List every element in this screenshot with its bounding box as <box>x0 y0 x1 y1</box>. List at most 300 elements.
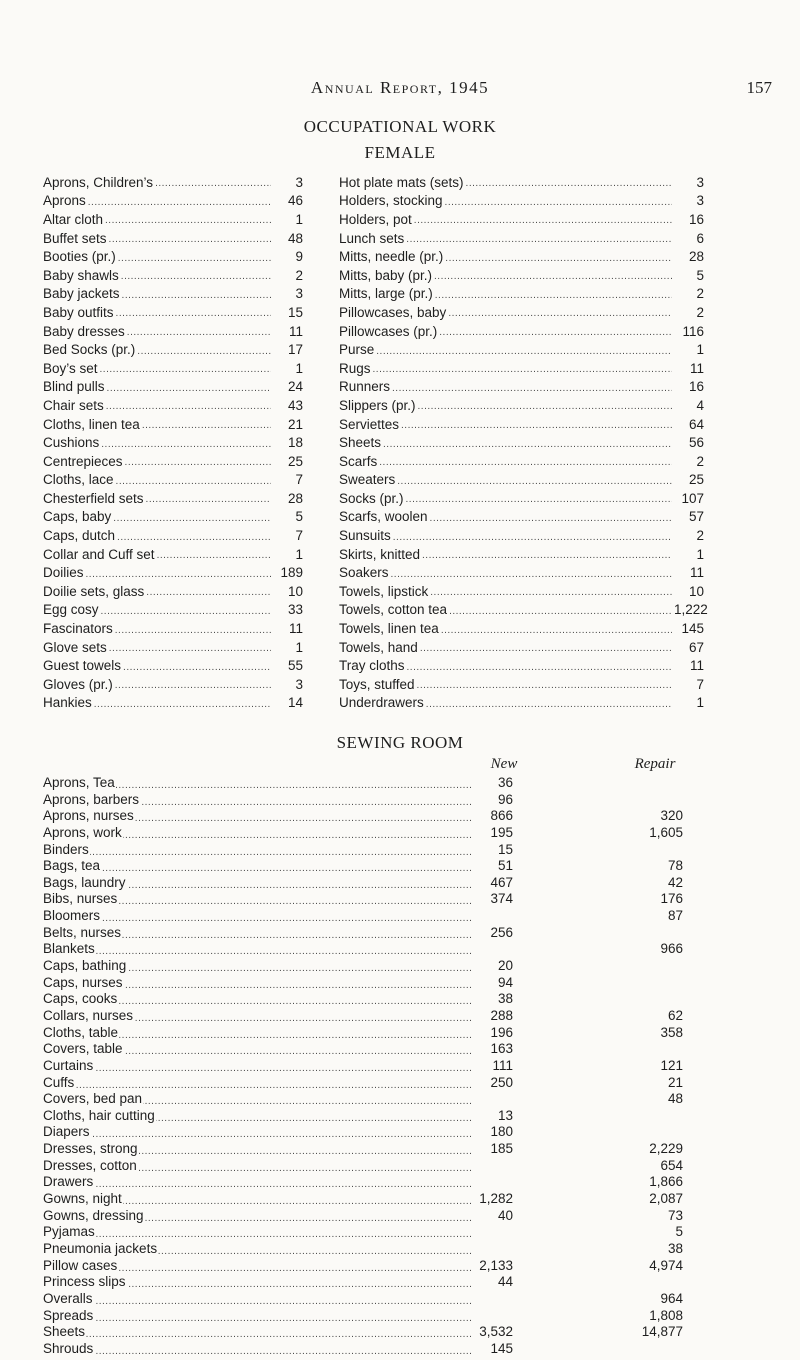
dot-leader <box>406 491 672 505</box>
dot-leader <box>466 175 672 189</box>
list-item <box>43 526 303 545</box>
item-label: Baby jackets <box>43 286 120 302</box>
list-item <box>43 619 303 638</box>
item-label: Curtains <box>43 1057 94 1073</box>
list-item <box>339 247 704 266</box>
table-row <box>43 1158 703 1175</box>
list-item <box>43 210 303 229</box>
repair-count: 1,605 <box>649 824 683 840</box>
repair-count: 5 <box>675 1224 683 1240</box>
item-label: Shrouds <box>43 1340 94 1356</box>
table-row <box>43 1008 703 1025</box>
list-item <box>43 322 303 341</box>
table-row <box>43 891 703 908</box>
repair-count: 48 <box>667 1091 683 1107</box>
table-row <box>43 775 703 792</box>
list-item <box>43 656 303 675</box>
item-label: Purse <box>339 342 375 358</box>
repair-count: 2,229 <box>649 1141 683 1157</box>
item-count: 7 <box>295 528 303 544</box>
item-label: Aprons, nurses <box>43 808 134 824</box>
dot-leader <box>376 343 672 357</box>
new-count: 180 <box>490 1124 513 1140</box>
dot-leader <box>417 677 672 691</box>
dot-leader <box>418 398 672 412</box>
list-item <box>339 210 704 229</box>
new-count: 111 <box>492 1057 513 1073</box>
item-label: Sheets <box>339 435 382 451</box>
item-count: 116 <box>682 323 704 339</box>
list-item <box>339 638 704 657</box>
new-count: 288 <box>490 1007 513 1023</box>
table-row <box>43 858 703 875</box>
item-label: Cuffs <box>43 1074 75 1090</box>
item-count: 28 <box>688 249 704 265</box>
item-label: Baby outfits <box>43 304 114 320</box>
dot-leader <box>137 343 271 357</box>
dot-leader <box>109 640 271 654</box>
item-label: Hankies <box>43 695 92 711</box>
table-row <box>43 1274 703 1291</box>
list-item <box>339 545 704 564</box>
new-count: 195 <box>490 824 513 840</box>
new-count: 145 <box>490 1340 513 1356</box>
list-item <box>43 266 303 285</box>
item-label: Pyjamas <box>43 1224 95 1240</box>
item-count: 1 <box>696 695 704 711</box>
list-item <box>339 173 704 192</box>
item-count: 1 <box>295 639 303 655</box>
dot-leader <box>397 473 672 487</box>
item-count: 2 <box>696 528 704 544</box>
item-label: Belts, nurses <box>43 924 122 940</box>
table-row <box>43 958 703 975</box>
dot-leader <box>434 268 672 282</box>
dot-leader <box>441 622 672 636</box>
item-count: 17 <box>287 342 303 358</box>
item-label: Sunsuits <box>339 528 391 544</box>
item-label: Scarfs <box>339 453 378 469</box>
item-label: Caps, bathing <box>43 958 127 974</box>
list-item <box>43 471 303 490</box>
page-number: 157 <box>746 78 772 97</box>
table-row <box>43 1224 703 1241</box>
table-row <box>43 1124 703 1141</box>
new-count: 3,532 <box>479 1324 513 1340</box>
table-row <box>43 975 703 992</box>
repair-count: 966 <box>660 941 683 957</box>
dot-leader <box>379 454 672 468</box>
repair-count: 87 <box>667 908 683 924</box>
dot-leader <box>445 194 672 208</box>
item-label: Cloths, linen tea <box>43 416 140 432</box>
list-item <box>339 433 704 452</box>
item-label: Towels, hand <box>339 639 418 655</box>
item-label: Towels, lipstick <box>339 583 429 599</box>
item-count: 107 <box>681 490 704 506</box>
item-label: Cloths, lace <box>43 472 114 488</box>
repair-count: 78 <box>667 858 683 874</box>
table-row <box>43 1258 703 1275</box>
item-label: Centrepieces <box>43 453 123 469</box>
table-row <box>43 1208 703 1225</box>
sewing-table <box>43 775 703 1357</box>
list-item <box>43 396 303 415</box>
item-label: Caps, baby <box>43 509 112 525</box>
item-label: Rugs <box>339 360 371 376</box>
dot-leader <box>157 547 271 561</box>
list-item <box>43 638 303 657</box>
dot-leader <box>406 231 672 245</box>
item-label: Pillow cases <box>43 1257 118 1273</box>
item-count: 2 <box>696 453 704 469</box>
page-header <box>0 78 800 102</box>
item-label: Baby shawls <box>43 267 119 283</box>
repair-count: 358 <box>660 1024 683 1040</box>
item-label: Caps, nurses <box>43 974 123 990</box>
list-item <box>339 675 704 694</box>
dot-leader <box>373 361 672 375</box>
item-count: 11 <box>288 323 303 339</box>
item-label: Chair sets <box>43 397 104 413</box>
dot-leader <box>426 696 672 710</box>
item-label: Bibs, nurses <box>43 891 118 907</box>
item-count: 3 <box>295 174 303 190</box>
item-count: 5 <box>295 509 303 525</box>
list-item <box>43 433 303 452</box>
dot-leader <box>445 250 672 264</box>
dot-leader <box>420 640 672 654</box>
table-row <box>43 808 703 825</box>
item-label: Covers, table <box>43 1041 123 1057</box>
item-label: Drawers <box>43 1174 94 1190</box>
item-label: Bed Socks (pr.) <box>43 342 136 358</box>
dot-leader <box>127 324 271 338</box>
item-count: 5 <box>696 267 704 283</box>
item-count: 56 <box>688 435 704 451</box>
item-count: 1,222 <box>674 602 708 618</box>
dot-leader <box>393 529 672 543</box>
item-label: Hot plate mats (sets) <box>339 174 464 190</box>
list-item <box>339 340 704 359</box>
list-item <box>43 675 303 694</box>
list-item <box>339 303 704 322</box>
repair-count: 38 <box>667 1240 683 1256</box>
dot-leader <box>123 659 271 673</box>
table-row <box>43 1308 703 1325</box>
list-item <box>339 656 704 675</box>
list-item <box>43 192 303 211</box>
item-label: Caps, cooks <box>43 991 118 1007</box>
item-label: Egg cosy <box>43 602 99 618</box>
list-item <box>339 508 704 527</box>
item-label: Sweaters <box>339 472 396 488</box>
item-label: Mitts, needle (pr.) <box>339 249 444 265</box>
list-item <box>339 601 708 620</box>
new-count: 13 <box>497 1107 513 1123</box>
dot-leader <box>448 305 672 319</box>
dot-leader <box>414 212 672 226</box>
new-count: 2,133 <box>479 1257 513 1273</box>
item-count: 46 <box>287 193 303 209</box>
list-item <box>339 415 704 434</box>
item-label: Aprons, Children’s <box>43 174 154 190</box>
repair-count: 1,866 <box>649 1174 683 1190</box>
item-label: Serviettes <box>339 416 400 432</box>
item-label: Spreads <box>43 1307 94 1323</box>
item-label: Gloves (pr.) <box>43 676 113 692</box>
item-label: Aprons, work <box>43 824 122 840</box>
dot-leader <box>155 175 271 189</box>
list-item <box>339 396 704 415</box>
item-count: 11 <box>689 565 704 581</box>
item-label: Glove sets <box>43 639 107 655</box>
item-label: Gowns, night <box>43 1191 122 1207</box>
dot-leader <box>101 603 271 617</box>
list-item <box>339 563 704 582</box>
new-count: 467 <box>490 874 513 890</box>
item-label: Covers, bed pan <box>43 1091 143 1107</box>
list-item <box>339 582 704 601</box>
dot-leader <box>430 510 672 524</box>
item-label: Aprons <box>43 193 86 209</box>
item-count: 2 <box>696 286 704 302</box>
repair-count: 21 <box>667 1074 683 1090</box>
item-label: Princess slips <box>43 1274 126 1290</box>
dot-leader <box>383 436 672 450</box>
dot-leader <box>86 566 271 580</box>
item-count: 3 <box>696 174 704 190</box>
item-count: 11 <box>288 621 303 637</box>
item-count: 2 <box>295 267 303 283</box>
new-column-header: New <box>490 756 518 772</box>
list-item <box>43 582 303 601</box>
item-count: 10 <box>688 583 704 599</box>
item-label: Toys, stuffed <box>339 676 415 692</box>
female-subtitle: FEMALE <box>364 143 436 162</box>
item-count: 10 <box>287 583 303 599</box>
repair-count: 2,087 <box>649 1191 683 1207</box>
item-label: Pneumonia jackets <box>43 1240 158 1256</box>
item-label: Sheets <box>43 1324 86 1340</box>
item-label: Guest towels <box>43 658 122 674</box>
item-count: 189 <box>280 565 303 581</box>
sewing-column-headers <box>0 756 800 776</box>
item-count: 28 <box>287 490 303 506</box>
table-row <box>43 908 703 925</box>
item-label: Cloths, hair cutting <box>43 1107 155 1123</box>
new-count: 94 <box>497 974 513 990</box>
table-row <box>43 1091 703 1108</box>
table-row <box>43 1075 703 1092</box>
list-item <box>43 340 303 359</box>
item-label: Soakers <box>339 565 389 581</box>
table-row <box>43 842 703 859</box>
item-count: 4 <box>696 397 704 413</box>
item-label: Baby dresses <box>43 323 125 339</box>
female-items-left-column <box>43 173 303 712</box>
new-count: 256 <box>490 924 513 940</box>
dot-leader <box>94 696 271 710</box>
item-count: 18 <box>287 435 303 451</box>
item-label: Collar and Cuff set <box>43 546 155 562</box>
item-count: 67 <box>688 639 704 655</box>
list-item <box>43 285 303 304</box>
dot-leader <box>125 454 271 468</box>
item-count: 7 <box>696 676 704 692</box>
item-count: 1 <box>295 546 303 562</box>
item-label: Bags, laundry <box>43 874 126 890</box>
item-count: 11 <box>689 360 704 376</box>
sewing-room-title: SEWING ROOM <box>336 733 464 752</box>
dot-leader <box>121 268 271 282</box>
new-count: 185 <box>490 1141 513 1157</box>
repair-count: 14,877 <box>641 1324 683 1340</box>
item-label: Underdrawers <box>339 695 424 711</box>
item-label: Buffet sets <box>43 230 107 246</box>
item-label: Mitts, baby (pr.) <box>339 267 433 283</box>
repair-count: 73 <box>667 1207 683 1223</box>
item-label: Boy’s set <box>43 360 98 376</box>
dot-leader <box>88 194 271 208</box>
list-item <box>339 619 704 638</box>
table-row <box>43 941 703 958</box>
table-row <box>43 825 703 842</box>
dot-leader <box>106 398 271 412</box>
new-count: 250 <box>490 1074 513 1090</box>
item-label: Runners <box>339 379 391 395</box>
table-row <box>43 1241 703 1258</box>
table-row <box>43 1108 703 1125</box>
table-row <box>43 1291 703 1308</box>
item-count: 1 <box>295 211 303 227</box>
item-count: 57 <box>688 509 704 525</box>
dot-leader <box>430 584 672 598</box>
table-row <box>43 1141 703 1158</box>
item-count: 1 <box>696 342 704 358</box>
item-count: 48 <box>287 230 303 246</box>
table-row <box>43 1324 703 1341</box>
dot-leader <box>146 584 271 598</box>
list-item <box>339 266 704 285</box>
item-label: Cloths, table <box>43 1024 119 1040</box>
item-count: 3 <box>295 286 303 302</box>
dot-leader <box>435 287 672 301</box>
dot-leader <box>115 622 271 636</box>
item-count: 14 <box>287 695 303 711</box>
dot-leader <box>117 529 271 543</box>
new-count: 40 <box>497 1207 513 1223</box>
item-label: Cushions <box>43 435 100 451</box>
list-item <box>339 322 704 341</box>
dot-leader <box>118 250 271 264</box>
item-count: 3 <box>696 193 704 209</box>
item-label: Blind pulls <box>43 379 105 395</box>
item-count: 25 <box>287 453 303 469</box>
table-row <box>43 925 703 942</box>
item-label: Lunch sets <box>339 230 405 246</box>
dot-leader <box>100 361 271 375</box>
repair-count: 42 <box>667 874 683 890</box>
item-label: Binders <box>43 841 89 857</box>
item-label: Bloomers <box>43 908 101 924</box>
dot-leader <box>101 436 271 450</box>
item-label: Blankets <box>43 941 95 957</box>
dot-leader <box>107 380 271 394</box>
dot-leader <box>116 473 271 487</box>
new-count: 20 <box>497 958 513 974</box>
item-label: Pillowcases, baby <box>339 304 447 320</box>
item-count: 16 <box>688 379 704 395</box>
dot-leader <box>391 566 672 580</box>
item-count: 64 <box>688 416 704 432</box>
item-count: 6 <box>696 230 704 246</box>
item-label: Aprons, Tea <box>43 775 115 790</box>
list-item <box>43 303 303 322</box>
repair-count: 121 <box>660 1057 683 1073</box>
item-count: 1 <box>696 546 704 562</box>
dot-leader <box>146 491 271 505</box>
item-count: 16 <box>688 211 704 227</box>
item-label: Fascinators <box>43 621 113 637</box>
list-item <box>339 452 704 471</box>
item-label: Dresses, cotton <box>43 1157 137 1173</box>
item-label: Gowns, dressing <box>43 1207 144 1223</box>
occupational-work-title: OCCUPATIONAL WORK <box>303 117 497 136</box>
list-item <box>43 378 303 397</box>
item-count: 25 <box>688 472 704 488</box>
dot-leader <box>422 547 672 561</box>
item-count: 15 <box>287 304 303 320</box>
item-label: Chesterfield sets <box>43 490 144 506</box>
list-item <box>43 508 303 527</box>
item-label: Scarfs, woolen <box>339 509 428 525</box>
list-item <box>43 545 303 564</box>
item-label: Altar cloth <box>43 211 104 227</box>
item-label: Holders, pot <box>339 211 412 227</box>
item-label: Overalls <box>43 1290 93 1306</box>
list-item <box>43 563 303 582</box>
dot-leader <box>43 1344 473 1360</box>
item-label: Towels, cotton tea <box>339 602 448 618</box>
item-count: 145 <box>681 621 704 637</box>
table-row <box>43 1058 703 1075</box>
item-count: 1 <box>295 360 303 376</box>
repair-count: 654 <box>660 1157 683 1173</box>
new-count: 1,282 <box>479 1191 513 1207</box>
list-item <box>339 471 704 490</box>
new-count: 38 <box>497 991 513 1007</box>
item-count: 24 <box>287 379 303 395</box>
table-row <box>43 792 703 809</box>
item-label: Doilie sets, glass <box>43 583 145 599</box>
new-count: 196 <box>490 1024 513 1040</box>
item-label: Socks (pr.) <box>339 490 404 506</box>
item-label: Collars, nurses <box>43 1007 134 1023</box>
item-label: Pillowcases (pr.) <box>339 323 438 339</box>
dot-leader <box>439 324 672 338</box>
repair-column-header: Repair <box>634 756 676 772</box>
item-count: 2 <box>696 304 704 320</box>
list-item <box>43 601 303 620</box>
dot-leader <box>122 287 271 301</box>
item-count: 21 <box>287 416 303 432</box>
table-row <box>43 875 703 892</box>
list-item <box>339 526 704 545</box>
new-count: 374 <box>490 891 513 907</box>
item-count: 55 <box>287 658 303 674</box>
dot-leader <box>449 603 672 617</box>
